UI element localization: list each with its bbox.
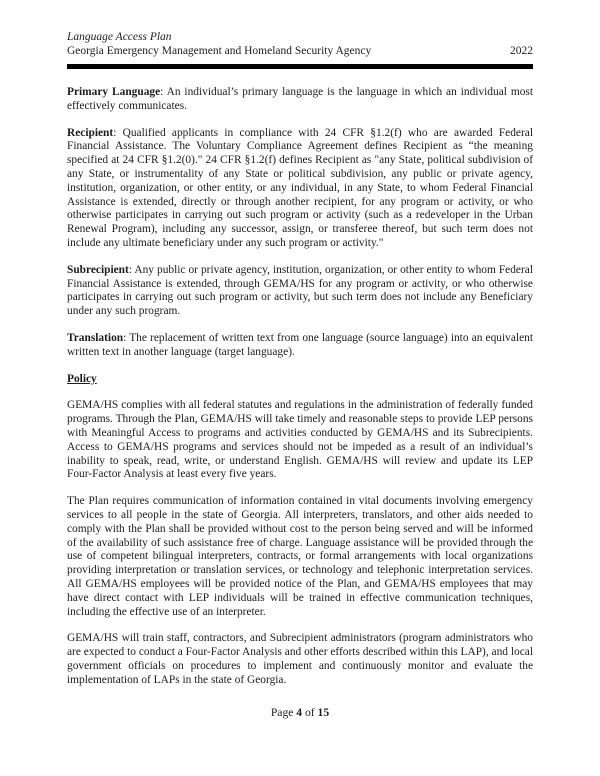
definition-recipient — [67, 127, 533, 251]
footer-page-number: 4 — [296, 706, 303, 719]
document-year: 2022 — [510, 45, 533, 57]
policy-paragraph-2: The Plan requires communication of information contained in vital documents involving emergency services to all people in the state of Georgia. All interpreters, translators, and other aids needed to comply with the Plan shall be provided without cost to the person being served and will be informed of the availability of such assistance free of charge. Language assistance will be provided through the use of competent bilingual interpreters, contracts, or formal arrangements with local organizations providing interpretation or translation services, or technology and telephonic interpretation services. All GEMA/HS employees will be provided notice of the Plan, and GEMA/HS employees that may have direct contact with LEP individuals will be trained in effective communication techniques, including the effective use of an interpreter. — [67, 495, 533, 618]
definition-text: : An individual’s primary language is the language in which an individual most effectively communicates. — [67, 86, 533, 112]
header-divider-rule — [67, 64, 533, 69]
definition-primary-language — [67, 86, 533, 114]
footer-total-pages: 15 — [317, 706, 330, 719]
definition-term: Translation — [67, 331, 124, 344]
definition-subrecipient — [67, 264, 533, 319]
agency-name: Georgia Emergency Management and Homeland Security Agency — [67, 45, 372, 57]
page-header — [67, 30, 533, 69]
page-footer — [0, 706, 600, 720]
definition-term: Primary Language — [67, 86, 161, 98]
footer-of-label: of — [302, 706, 318, 719]
header-subtitle-row — [67, 44, 533, 58]
document-title: Language Access Plan — [67, 31, 172, 43]
footer-page-label: Page — [270, 706, 297, 719]
definition-text: : The replacement of written text from one language (source language) into an equivalent written text in another language (target language). — [67, 331, 533, 358]
definition-term: Subrecipient — [67, 263, 129, 276]
definition-text: : Qualified applicants in compliance with 24 CFR §1.2(f) who are awarded Federal Financial Assistance. The Voluntary Compliance Agreement defines Recipient as “the meaning specified at 24 CFR §1.2(0)." 24 CFR §1.2(f) defines Recipient as "any State, political subdivision of any State, or instrumentality of any State or political subdivision, any public or private agency, institution, organization, or other entity, or any individual, in any State, to whom Federal Financial Assistance is extended, directly or through another recipient, for any program or activity, or who otherwise participates in carrying out such program or activity (such as a redeveloper in the Urban Renewal Program), including any successor, assign, or transferee thereof, but such term does not include any ultimate beneficiary under any such program or activity." — [67, 126, 533, 249]
policy-paragraph-1: GEMA/HS complies with all federal statutes and regulations in the administration of federally funded programs. Through the Plan, GEMA/HS will take timely and reasonable steps to provide LEP persons with Meaningful Access to programs and activities conducted by GEMA/HS and its Subrecipients. Access to GEMA/HS programs and services should not be impeded as a result of an individual’s inability to speak, read, write, or understand English. GEMA/HS will review and update its LEP Four-Factor Analysis at least every five years. — [67, 399, 533, 481]
definition-translation — [67, 332, 533, 360]
document-body — [67, 86, 533, 687]
policy-section-heading: Policy — [67, 372, 97, 385]
policy-paragraph-3: GEMA/HS will train staff, contractors, and Subrecipient administrators (program administrators who are expected to conduct a Four-Factor Analysis and other efforts described within this LAP), and local government officials on procedures to implement and continuously monitor and evaluate the implementation of LAPs in the state of Georgia. — [67, 632, 533, 686]
definition-term: Recipient — [67, 126, 114, 139]
definition-text: : Any public or private agency, institution, organization, or other entity to whom Federal Financial Assistance is extended, through GEMA/HS for any program or activity, or who otherwise participates in carrying out such program or activity, but such term does not include any Beneficiary under any such program. — [67, 263, 533, 318]
